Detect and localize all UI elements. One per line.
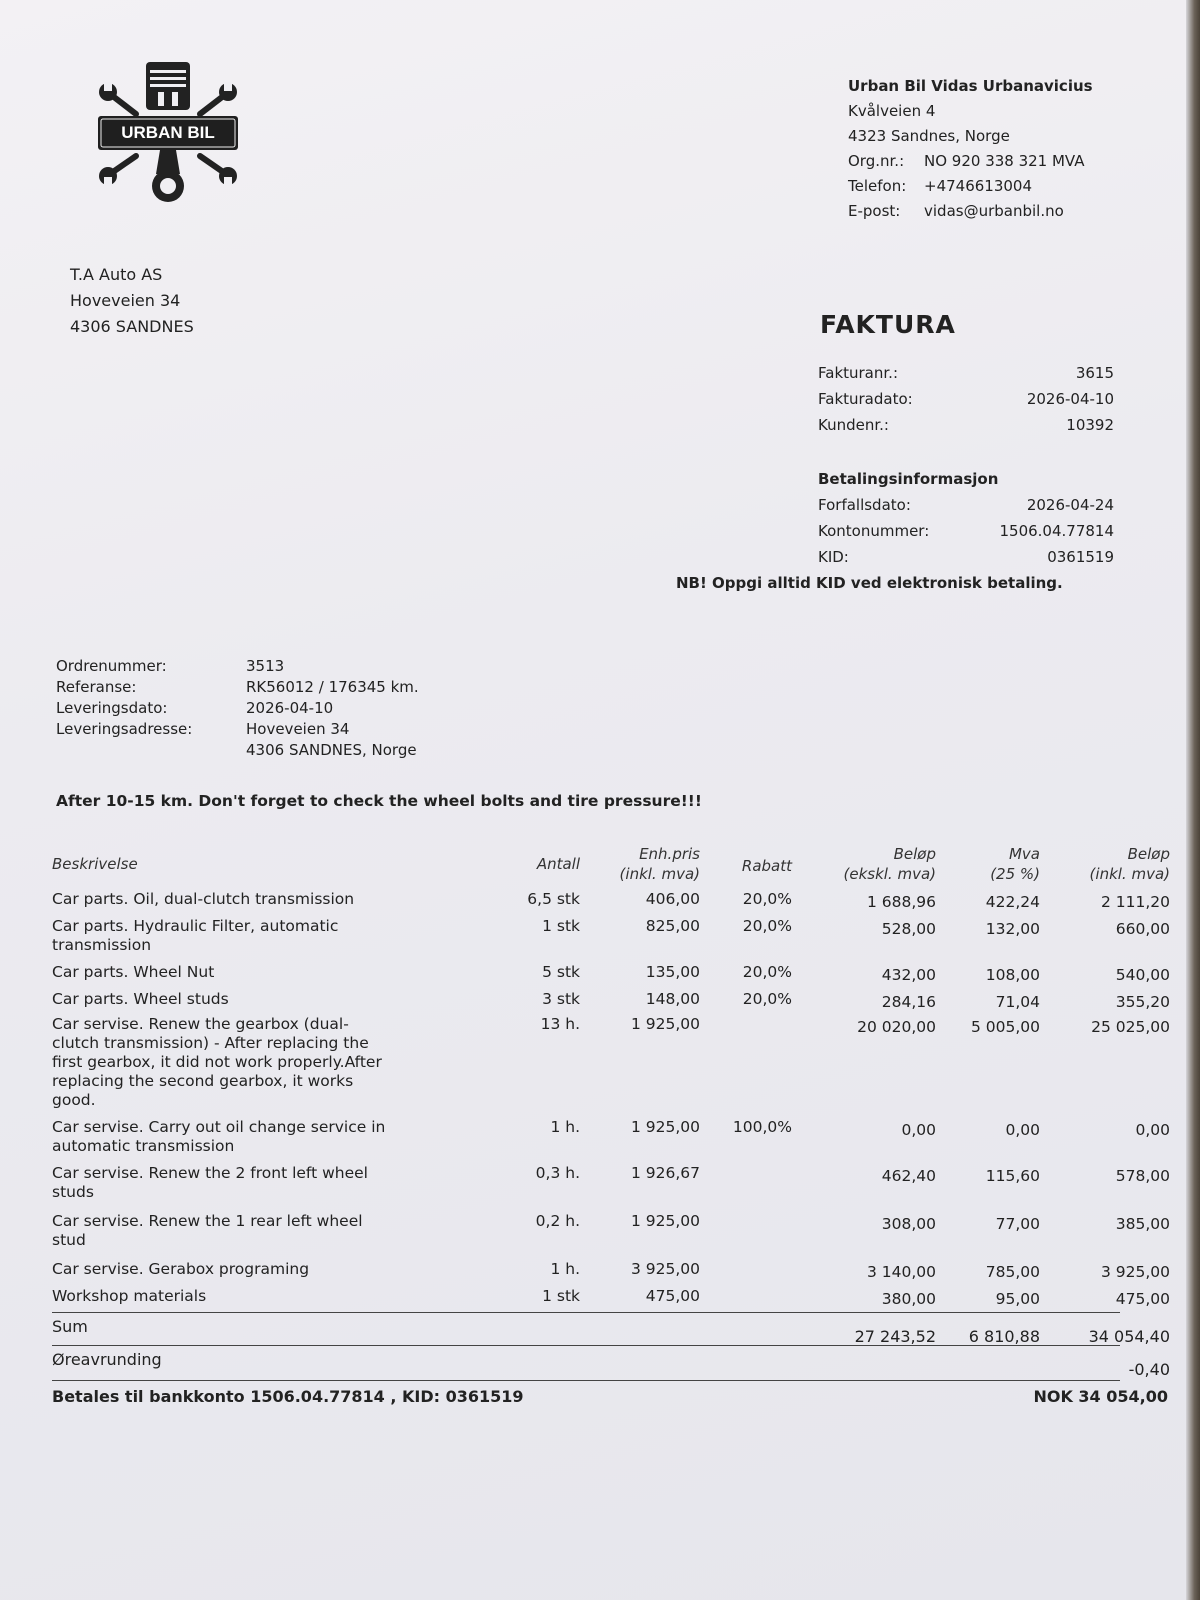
total-row (52, 1381, 1168, 1411)
table-row (52, 1015, 1170, 1118)
row-description-line: Car parts. Wheel studs (52, 990, 229, 1008)
row-description-line: Car servise. Renew the 2 front left wheel (52, 1164, 368, 1182)
table-row (52, 1164, 1170, 1212)
row-quantity: 0,2 h. (535, 1212, 580, 1230)
row-unit-price: 475,00 (645, 1287, 700, 1305)
kid-label: KID: (818, 548, 849, 566)
row-description-line: good. (52, 1091, 96, 1109)
row-description-line: Car servise. Carry out oil change service in (52, 1118, 386, 1136)
account-label: Kontonummer: (818, 522, 930, 540)
sum-gross: 34 054,40 (1088, 1327, 1170, 1346)
row-quantity: 1 h. (550, 1118, 580, 1136)
row-description (52, 1212, 442, 1250)
org-label: Org.nr.: (848, 152, 905, 170)
table-row (52, 1287, 1170, 1312)
header-unit-price (580, 844, 700, 884)
header-vat-line2: (25 %) (990, 865, 1040, 883)
delivery-date-value: 2026-04-10 (246, 699, 334, 717)
row-description-line: Car servise. Renew the 1 rear left wheel (52, 1212, 363, 1230)
row-gross-amount: 0,00 (1135, 1121, 1170, 1139)
row-description-line: Car parts. Wheel Nut (52, 963, 215, 981)
kid-value: 0361519 (1047, 548, 1114, 566)
row-quantity: 13 h. (540, 1015, 580, 1033)
row-net-amount: 432,00 (881, 966, 936, 984)
row-description-line: stud (52, 1231, 86, 1249)
row-discount: 20,0% (742, 963, 792, 981)
sum-label: Sum (52, 1317, 88, 1336)
row-quantity: 3 stk (542, 990, 580, 1008)
delivery-date-label: Leveringsdato: (56, 699, 168, 717)
invoice-meta (818, 360, 1114, 438)
total-value: NOK 34 054,00 (1033, 1387, 1168, 1406)
order-number-value: 3513 (246, 657, 285, 675)
payment-info (818, 466, 1114, 570)
customer-number-label: Kundenr.: (818, 416, 889, 434)
row-unit-price: 148,00 (645, 990, 700, 1008)
row-gross-amount: 578,00 (1115, 1167, 1170, 1185)
row-discount: 20,0% (742, 890, 792, 908)
row-net-amount: 3 140,00 (866, 1263, 936, 1281)
row-description-line: Car parts. Oil, dual-clutch transmission (52, 890, 355, 908)
header-unit-price-line2: (inkl. mva) (619, 865, 700, 883)
row-quantity: 1 h. (550, 1260, 580, 1278)
row-unit-price: 3 925,00 (630, 1260, 700, 1278)
row-vat: 5 005,00 (970, 1018, 1040, 1036)
account-value: 1506.04.77814 (999, 522, 1114, 540)
row-description (52, 1164, 442, 1202)
row-gross-amount: 475,00 (1115, 1290, 1170, 1308)
table-header (52, 844, 1170, 890)
table-row (52, 1212, 1170, 1260)
row-quantity: 1 stk (542, 917, 580, 935)
table-row (52, 1118, 1170, 1164)
rounding-row (52, 1346, 1170, 1380)
row-vat: 422,24 (985, 893, 1040, 911)
payment-heading: Betalingsinformasjon (818, 470, 999, 488)
row-unit-price: 406,00 (645, 890, 700, 908)
row-description-line: Car servise. Renew the gearbox (dual- (52, 1015, 349, 1033)
due-date-value: 2026-04-24 (1026, 496, 1114, 514)
table-row (52, 890, 1170, 917)
row-vat: 71,04 (995, 993, 1040, 1011)
row-net-amount: 20 020,00 (857, 1018, 936, 1036)
row-net-amount: 462,40 (881, 1167, 936, 1185)
row-discount: 20,0% (742, 990, 792, 1008)
header-description: Beskrivelse (52, 855, 138, 873)
table-row (52, 917, 1170, 963)
row-description (52, 1287, 442, 1306)
row-description-line: Workshop materials (52, 1287, 207, 1305)
table-body (52, 890, 1170, 1312)
table-row (52, 1260, 1170, 1287)
invoice-number-value: 3615 (1075, 364, 1114, 382)
row-description (52, 990, 442, 1009)
row-unit-price: 825,00 (645, 917, 700, 935)
recipient-city: 4306 SANDNES (70, 317, 194, 336)
row-description-line: automatic transmission (52, 1137, 235, 1155)
invoice-lines-table (52, 844, 1170, 1411)
sum-vat: 6 810,88 (968, 1327, 1040, 1346)
row-quantity: 6,5 stk (527, 890, 580, 908)
row-net-amount: 380,00 (881, 1290, 936, 1308)
row-gross-amount: 25 025,00 (1091, 1018, 1170, 1036)
reference-value: RK56012 / 176345 km. (246, 678, 419, 696)
row-gross-amount: 660,00 (1115, 920, 1170, 938)
row-vat: 115,60 (985, 1167, 1040, 1185)
header-vat-line1: Mva (1008, 845, 1040, 863)
email-value: vidas@urbanbil.no (924, 202, 1064, 220)
row-quantity: 0,3 h. (535, 1164, 580, 1182)
logo-text: URBAN BIL (121, 123, 215, 142)
row-gross-amount: 540,00 (1115, 966, 1170, 984)
header-gross-line1: Beløp (1127, 845, 1170, 863)
row-vat: 785,00 (985, 1263, 1040, 1281)
row-net-amount: 1 688,96 (866, 893, 936, 911)
invoice-title: FAKTURA (820, 310, 956, 339)
row-gross-amount: 3 925,00 (1100, 1263, 1170, 1281)
row-gross-amount: 355,20 (1115, 993, 1170, 1011)
rounding-label: Øreavrunding (52, 1350, 162, 1369)
phone-value: +4746613004 (924, 177, 1033, 195)
row-vat: 0,00 (1005, 1121, 1040, 1139)
email-label: E-post: (848, 202, 901, 220)
row-vat: 95,00 (995, 1290, 1040, 1308)
reference-label: Referanse: (56, 678, 137, 696)
row-vat: 77,00 (995, 1215, 1040, 1233)
recipient-name: T.A Auto AS (70, 265, 163, 284)
sender-block (848, 74, 1093, 224)
row-unit-price: 1 925,00 (630, 1212, 700, 1230)
row-description (52, 917, 442, 955)
company-logo (96, 56, 240, 208)
row-description (52, 890, 442, 909)
recipient-street: Hoveveien 34 (70, 291, 181, 310)
row-net-amount: 308,00 (881, 1215, 936, 1233)
row-discount: 20,0% (742, 917, 792, 935)
row-description-line: Car servise. Gerabox programing (52, 1260, 310, 1278)
row-quantity: 1 stk (542, 1287, 580, 1305)
row-description-line: studs (52, 1183, 94, 1201)
phone-label: Telefon: (848, 177, 907, 195)
header-gross-amount (1040, 844, 1170, 884)
invoice-date-label: Fakturadato: (818, 390, 913, 408)
row-quantity: 5 stk (542, 963, 580, 981)
header-net-line2: (ekskl. mva) (843, 865, 936, 883)
order-number-label: Ordrenummer: (56, 657, 167, 675)
delivery-address-line2: 4306 SANDNES, Norge (246, 741, 417, 759)
delivery-address-line1: Hoveveien 34 (246, 720, 350, 738)
row-description (52, 963, 442, 982)
invoice-number-label: Fakturanr.: (818, 364, 898, 382)
row-net-amount: 528,00 (881, 920, 936, 938)
row-net-amount: 0,00 (901, 1121, 936, 1139)
row-unit-price: 1 925,00 (630, 1015, 700, 1033)
total-label: Betales til bankkonto 1506.04.77814 , KID: 0361519 (52, 1387, 524, 1406)
header-vat (936, 844, 1040, 884)
row-discount: 100,0% (732, 1118, 792, 1136)
sender-city: 4323 Sandnes, Norge (848, 127, 1010, 145)
recipient-block (70, 262, 194, 340)
header-quantity: Antall (536, 855, 580, 873)
due-date-label: Forfallsdato: (818, 496, 911, 514)
header-net-amount (792, 844, 936, 884)
kid-note: NB! Oppgi alltid KID ved elektronisk betaling. (676, 574, 1063, 592)
row-description (52, 1118, 442, 1156)
row-vat: 108,00 (985, 966, 1040, 984)
invoice-date-value: 2026-04-10 (1026, 390, 1114, 408)
table-row (52, 963, 1170, 990)
sum-net: 27 243,52 (854, 1327, 936, 1346)
row-description-line: Car parts. Hydraulic Filter, automatic (52, 917, 339, 935)
wheel-bolt-notice: After 10-15 km. Don't forget to check the wheel bolts and tire pressure!!! (56, 792, 702, 810)
header-discount: Rabatt (741, 857, 792, 875)
row-description-line: clutch transmission) - After replacing the (52, 1034, 369, 1052)
header-unit-price-line1: Enh.pris (639, 845, 700, 863)
row-unit-price: 1 925,00 (630, 1118, 700, 1136)
sender-street: Kvålveien 4 (848, 102, 936, 120)
piston-wrench-logo-icon (96, 56, 240, 208)
row-gross-amount: 2 111,20 (1100, 893, 1170, 911)
customer-number-value: 10392 (1066, 416, 1114, 434)
row-gross-amount: 385,00 (1115, 1215, 1170, 1233)
sender-name: Urban Bil Vidas Urbanavicius (848, 77, 1093, 95)
row-net-amount: 284,16 (881, 993, 936, 1011)
row-unit-price: 135,00 (645, 963, 700, 981)
table-row (52, 990, 1170, 1015)
header-gross-line2: (inkl. mva) (1089, 865, 1170, 883)
row-unit-price: 1 926,67 (630, 1164, 700, 1182)
row-description (52, 1015, 442, 1110)
row-description-line: replacing the second gearbox, it works (52, 1072, 354, 1090)
org-value: NO 920 338 321 MVA (924, 152, 1085, 170)
header-net-line1: Beløp (893, 845, 936, 863)
table-edge (1186, 0, 1200, 1600)
row-description-line: transmission (52, 936, 152, 954)
row-description (52, 1260, 442, 1279)
row-vat: 132,00 (985, 920, 1040, 938)
delivery-address-label: Leveringsadresse: (56, 720, 193, 738)
row-description-line: first gearbox, it did not work properly.After (52, 1053, 382, 1071)
order-info (56, 656, 419, 761)
rounding-value: -0,40 (1128, 1360, 1170, 1379)
sum-row (52, 1313, 1170, 1346)
